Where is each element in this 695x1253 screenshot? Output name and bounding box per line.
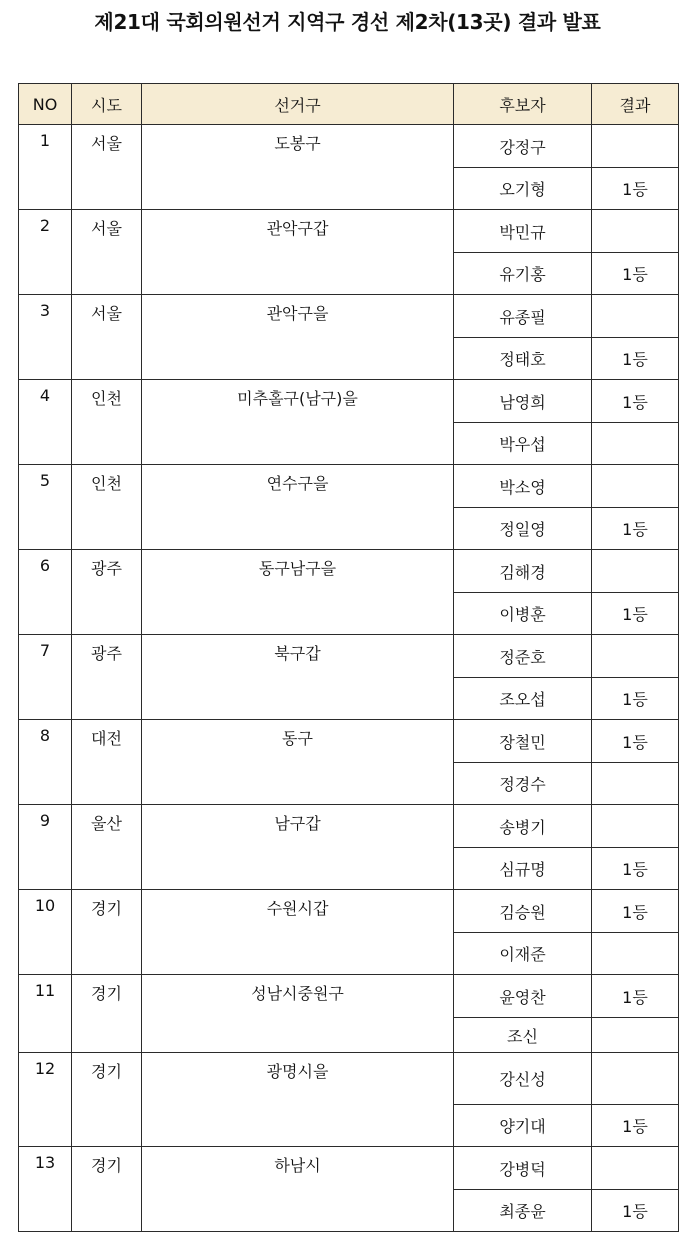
candidate-name: 박민규 [454,210,592,253]
candidate-name: 유종필 [454,295,592,338]
candidate-name: 조신 [454,1018,592,1053]
candidate-name: 송병기 [454,805,592,848]
header-candidate: 후보자 [454,84,592,125]
district-group [19,210,679,295]
candidate-result [592,763,679,805]
candidate-name: 김해경 [454,550,592,593]
candidate-name: 박소영 [454,465,592,508]
row-no: 7 [19,635,72,720]
row-sido: 울산 [72,805,142,890]
row-no: 4 [19,380,72,465]
row-district: 남구갑 [142,805,454,890]
row-no: 8 [19,720,72,805]
row-sido: 광주 [72,635,142,720]
candidate-result: 1등 [592,338,679,380]
district-group [19,1147,679,1232]
table-row [19,635,679,678]
candidate-name: 정경수 [454,763,592,805]
row-sido: 경기 [72,975,142,1053]
candidate-result [592,125,679,168]
district-group [19,635,679,720]
row-district: 하남시 [142,1147,454,1232]
row-no: 11 [19,975,72,1053]
candidate-name: 최종윤 [454,1190,592,1232]
row-district: 동구남구을 [142,550,454,635]
table-row [19,1053,679,1105]
table-row [19,805,679,848]
candidate-name: 장철민 [454,720,592,763]
candidate-result [592,933,679,975]
district-group [19,465,679,550]
row-no: 2 [19,210,72,295]
candidate-name: 윤영찬 [454,975,592,1018]
row-sido: 경기 [72,890,142,975]
district-group [19,295,679,380]
candidate-result [592,423,679,465]
district-group [19,380,679,465]
candidate-result [592,1018,679,1053]
district-group [19,805,679,890]
row-district: 도봉구 [142,125,454,210]
district-group [19,1053,679,1147]
header-sido: 시도 [72,84,142,125]
candidate-result: 1등 [592,678,679,720]
row-district: 연수구을 [142,465,454,550]
row-no: 10 [19,890,72,975]
row-sido: 인천 [72,465,142,550]
candidate-result [592,465,679,508]
row-sido: 서울 [72,210,142,295]
district-group [19,890,679,975]
row-district: 동구 [142,720,454,805]
table-row [19,295,679,338]
header-result: 결과 [592,84,679,125]
candidate-name: 심규명 [454,848,592,890]
row-district: 광명시을 [142,1053,454,1147]
candidate-result [592,1053,679,1105]
candidate-result [592,1147,679,1190]
page-title: 제21대 국회의원선거 지역구 경선 제2차(13곳) 결과 발표 [94,10,601,34]
candidate-name: 강신성 [454,1053,592,1105]
district-group [19,720,679,805]
row-no: 6 [19,550,72,635]
candidate-result: 1등 [592,380,679,423]
row-no: 12 [19,1053,72,1147]
row-no: 13 [19,1147,72,1232]
row-sido: 인천 [72,380,142,465]
table-header [19,84,679,125]
table-row [19,125,679,168]
district-group [19,975,679,1053]
header-row [19,84,679,125]
row-no: 1 [19,125,72,210]
row-sido: 서울 [72,125,142,210]
candidate-name: 이재준 [454,933,592,975]
header-district: 선거구 [142,84,454,125]
results-table [18,83,679,1232]
candidate-result: 1등 [592,253,679,295]
candidate-name: 오기형 [454,168,592,210]
candidate-name: 양기대 [454,1105,592,1147]
candidate-name: 강병덕 [454,1147,592,1190]
candidate-name: 정태호 [454,338,592,380]
row-sido: 경기 [72,1147,142,1232]
row-sido: 대전 [72,720,142,805]
row-district: 미추홀구(남구)을 [142,380,454,465]
candidate-result [592,635,679,678]
candidate-name: 김승원 [454,890,592,933]
row-district: 북구갑 [142,635,454,720]
table-row [19,550,679,593]
row-district: 수원시갑 [142,890,454,975]
candidate-result: 1등 [592,593,679,635]
candidate-result: 1등 [592,975,679,1018]
row-sido: 광주 [72,550,142,635]
header-no: NO [19,84,72,125]
candidate-result: 1등 [592,890,679,933]
candidate-result [592,805,679,848]
candidate-result: 1등 [592,720,679,763]
table-row [19,975,679,1018]
candidate-name: 조오섭 [454,678,592,720]
candidate-result [592,210,679,253]
row-district: 관악구갑 [142,210,454,295]
candidate-result: 1등 [592,168,679,210]
candidate-name: 박우섭 [454,423,592,465]
table-row [19,890,679,933]
table-row [19,720,679,763]
row-sido: 경기 [72,1053,142,1147]
candidate-name: 정준호 [454,635,592,678]
row-sido: 서울 [72,295,142,380]
candidate-result: 1등 [592,508,679,550]
candidate-result: 1등 [592,848,679,890]
row-no: 9 [19,805,72,890]
table-row [19,465,679,508]
table-row [19,1147,679,1190]
table-row [19,210,679,253]
candidate-name: 유기홍 [454,253,592,295]
candidate-name: 강정구 [454,125,592,168]
table-row [19,380,679,423]
row-no: 3 [19,295,72,380]
candidate-name: 이병훈 [454,593,592,635]
district-group [19,125,679,210]
candidate-name: 정일영 [454,508,592,550]
candidate-result [592,295,679,338]
candidate-name: 남영희 [454,380,592,423]
candidate-result [592,550,679,593]
row-no: 5 [19,465,72,550]
candidate-result: 1등 [592,1105,679,1147]
row-district: 관악구을 [142,295,454,380]
candidate-result: 1등 [592,1190,679,1232]
row-district: 성남시중원구 [142,975,454,1053]
district-group [19,550,679,635]
